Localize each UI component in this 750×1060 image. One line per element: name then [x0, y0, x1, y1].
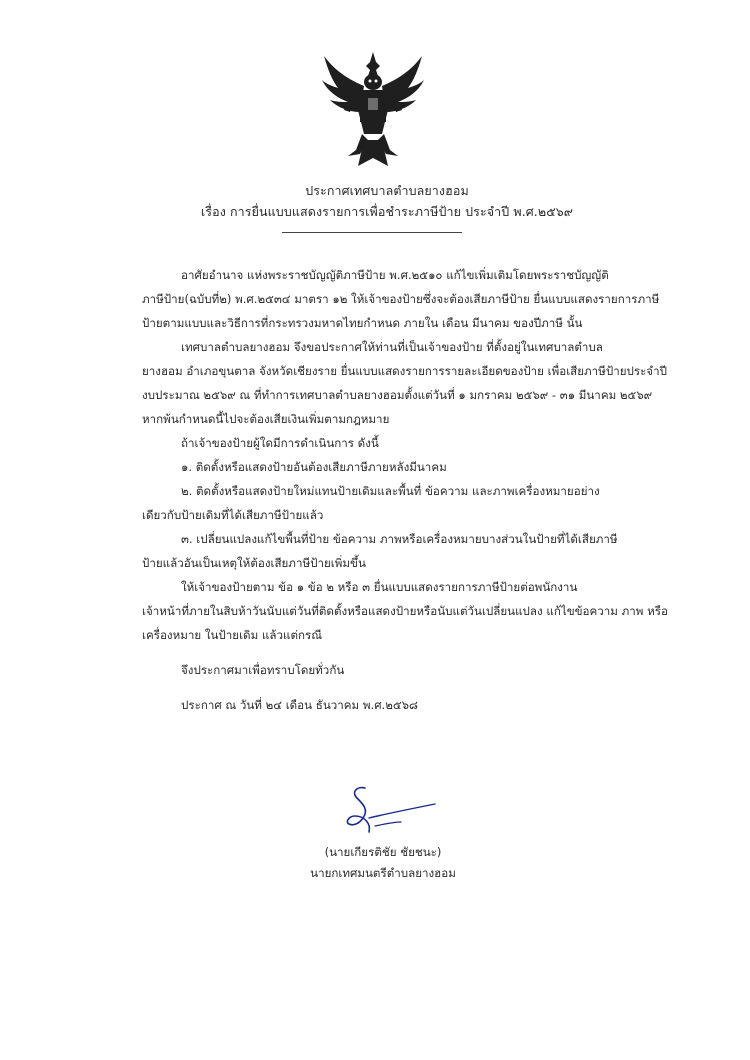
subject-line: เรื่อง การยื่นแบบแสดงรายการเพื่อชำระภาษีป้าย ประจำปี พ.ศ.๒๕๖๙ — [200, 204, 574, 219]
body-line: เทศบาลตำบลยางฮอม จึงขอประกาศให้ท่านที่เป็นเจ้าของป้าย ที่ตั้งอยู่ในเทศบาลตำบล — [181, 340, 603, 354]
list-item: ๒. ติดตั้งหรือแสดงป้ายใหม่แทนป้ายเดิมและพื้นที่ ข้อความ และภาพเครื่องหมายอย่าง — [181, 484, 600, 498]
list-item: ๓. เปลี่ยนแปลงแก้ไขพื้นที่ป้าย ข้อความ ภาพหรือเครื่องหมายบางส่วนในป้ายที่ได้เสียภาษี — [181, 532, 618, 546]
body-line: เจ้าหน้าที่ภายในสิบห้าวันนับแต่วันที่ติดตั้งหรือแสดงป้ายหรือนับแต่วันเปลี่ยนแปลง แก้ไขข้อความ ภาพ หรือ — [142, 604, 668, 618]
closing-line: จึงประกาศมาเพื่อทราบโดยทั่วกัน — [181, 663, 345, 677]
body-line: เครื่องหมาย ในป้ายเดิม แล้วแต่กรณี — [142, 628, 323, 642]
body-line: อาศัยอำนาจ แห่งพระราชบัญญัติภาษีป้าย พ.ศ.๒๕๑๐ แก้ไขเพิ่มเติมโดยพระราชบัญญัติ — [181, 268, 609, 282]
body-line: หากพ้นกำหนดนี้ไปจะต้องเสียเงินเพิ่มตามกฎหมาย — [142, 412, 390, 426]
page-title: ประกาศเทศบาลตำบลยางฮอม — [305, 183, 469, 198]
body-line: เดียวกับป้ายเดิมที่ได้เสียภาษีป้ายแล้ว — [142, 508, 324, 522]
body-line: งบประมาณ ๒๕๖๙ ณ ที่ทำการเทศบาลตำบลยางฮอมตั้งแต่วันที่ ๑ มกราคม ๒๕๖๙ - ๓๑ มีนาคม ๒๕๖๙ — [142, 388, 653, 402]
body-line: ป้ายตามแบบและวิธีการที่กระทรวงมหาดไทยกำหนด ภายใน เดือน มีนาคม ของปีภาษี นั้น — [142, 316, 583, 330]
handwritten-signature-icon — [335, 780, 445, 840]
list-item: ๑. ติดตั้งหรือแสดงป้ายอันต้องเสียภาษีภายหลังมีนาคม — [181, 460, 447, 474]
title-divider — [282, 232, 462, 233]
body-line: ถ้าเจ้าของป้ายผู้ใดมีการดำเนินการ ดังนี้ — [181, 436, 379, 450]
signatory-name: (นายเกียรติชัย ชัยชนะ) — [324, 845, 442, 859]
body-line: ภาษีป้าย(ฉบับที่๒) พ.ศ.๒๕๓๔ มาตรา ๑๒ ให้เจ้าของป้ายซึ่งจะต้องเสียภาษีป้าย ยื่นแบบแสดงรายการภาษี — [142, 292, 660, 306]
date-line: ประกาศ ณ วันที่ ๒๔ เดือน ธันวาคม พ.ศ.๒๕๖๘ — [181, 698, 418, 712]
body-line: ยางฮอม อำเภอขุนตาล จังหวัดเชียงราย ยื่นแบบแสดงรายการรายละเอียดของป้าย เพื่อเสียภาษีป้ายประจำปี — [142, 364, 667, 378]
signatory-position: นายกเทศมนตรีตำบลยางฮอม — [310, 866, 456, 880]
body-line: ป้ายแล้วอันเป็นเหตุให้ต้องเสียภาษีป้ายเพิ่มขึ้น — [142, 556, 366, 570]
garuda-emblem-icon — [318, 50, 428, 168]
body-line: ให้เจ้าของป้ายตาม ข้อ ๑ ข้อ ๒ หรือ ๓ ยื่นแบบแสดงรายการภาษีป้ายต่อพนักงาน — [181, 580, 578, 594]
